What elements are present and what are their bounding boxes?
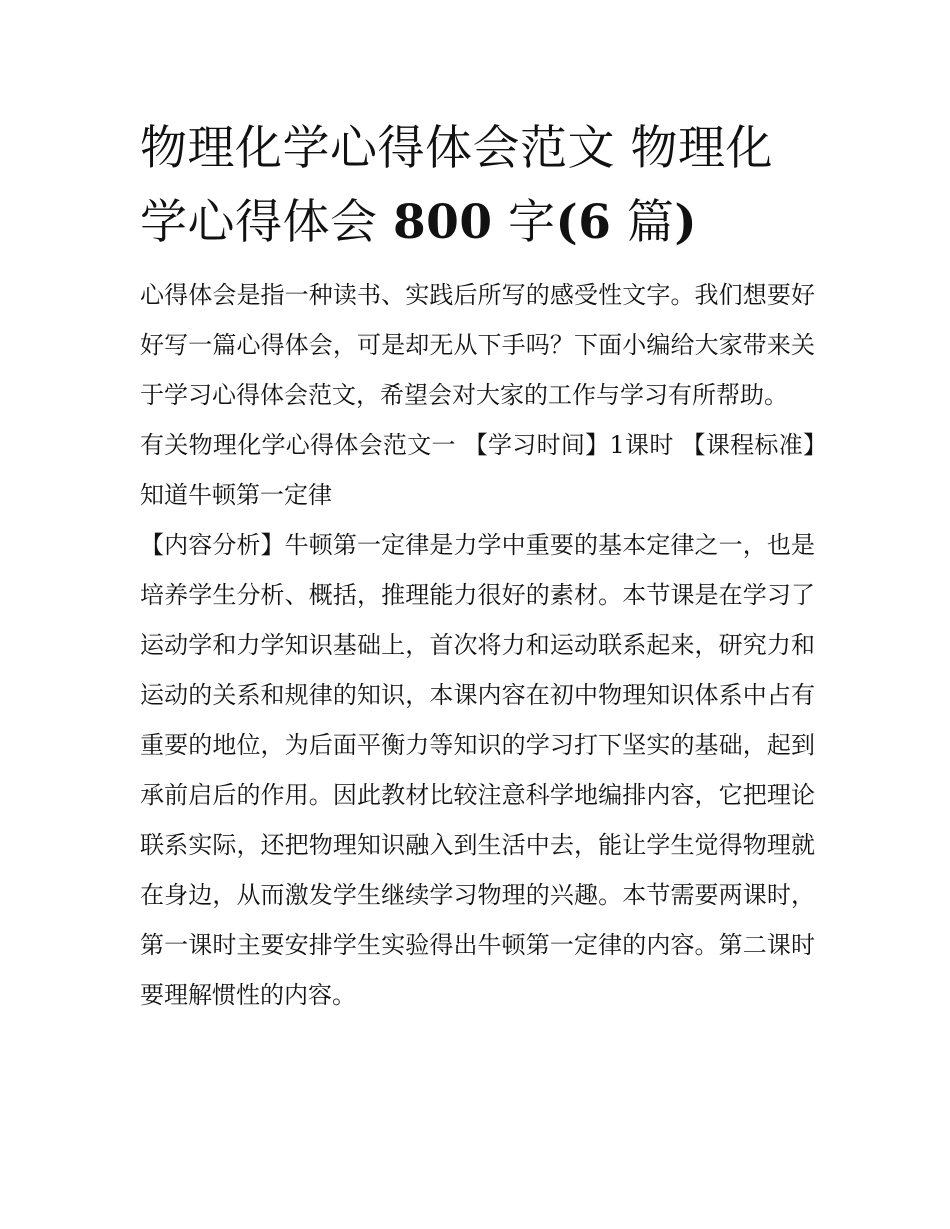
title-text: 物理化学心得体会范文 物理化学心得体会 — [140, 121, 773, 250]
content-analysis-paragraph: 【内容分析】牛顿第一定律是力学中重要的基本定律之一，也是培养学生分析、概括，推理能力很好的素材。本节课是在学习了运动学和力学知识基础上，首次将力和运动联系起来，研究力和运动的关系和规律的知识，本课内容在初中物理知识体系中占有重要的地位，为后面平衡力等知识的学习打下坚实的基础，起到承前启后的作用。因此教材比较注意科学地编排内容，它把理论联系实际，还把物理知识融入到生活中去，能让学生觉得物理就在身边，从而激发学生继续学习物理的兴趣。本节需要两课时，第一课时主要安排学生实验得出牛顿第一定律的内容。第二课时要理解惯性的内容。 — [140, 531, 815, 1009]
title-text-char: 字 — [492, 195, 556, 250]
title-close-paren: ) — [674, 195, 698, 250]
document-body — [140, 112, 815, 1020]
document-title — [140, 112, 815, 260]
intro-paragraph: 心得体会是指一种读书、实践后所写的感受性文字。我们想要好好写一篇心得体会，可是却无从下手吗？下面小编给大家带来关于学习心得体会范文，希望会对大家的工作与学习有所帮助。 — [140, 281, 815, 409]
title-text-pian: 篇 — [611, 195, 675, 250]
essay-header-paragraph: 有关物理化学心得体会范文一 【学习时间】1课时 【课程标准】知道牛顿第一定律 — [140, 431, 815, 509]
title-article-count: (6 — [555, 195, 612, 250]
title-word-count: 800 — [392, 195, 493, 250]
